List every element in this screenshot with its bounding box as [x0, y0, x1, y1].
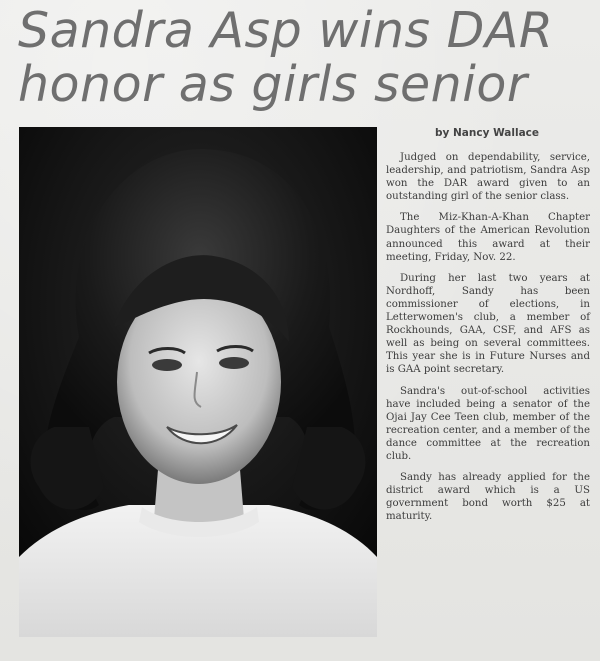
byline: by Nancy Wallace	[434, 127, 539, 139]
paragraph: During her last two years at Nordhoff, Sandy has been commissioner of elections, in Letterwomen's club, a member of Rockhounds, GAA, CSF, and AFS as well as being on several committees. This year she is in Future Nurses and is GAA point secretary.	[386, 272, 590, 376]
article-body	[386, 151, 590, 531]
paragraph: Judged on dependability, service, leadership, and patriotism, Sandra Asp won the DAR award given to an outstanding girl of the senior class.	[386, 152, 590, 203]
headline-line-2: honor as girls senior	[18, 56, 528, 113]
paragraph: Sandy has already applied for the district award which is a US government bond worth $25 at maturity.	[386, 472, 590, 523]
paragraph: The Miz-Khan-A-Khan Chapter Daughters of the American Revolution announced this award at their meeting, Friday, Nov. 22.	[386, 212, 590, 263]
paragraph: Sandra's out-of-school activities have included being a senator of the Ojai Jay Cee Teen club, member of the recreation center, and a member of the dance committee at the recreation club.	[386, 385, 590, 462]
headline-line-1: Sandra Asp wins DAR	[18, 2, 554, 59]
headline	[18, 4, 588, 112]
portrait-photo-icon	[19, 127, 377, 637]
